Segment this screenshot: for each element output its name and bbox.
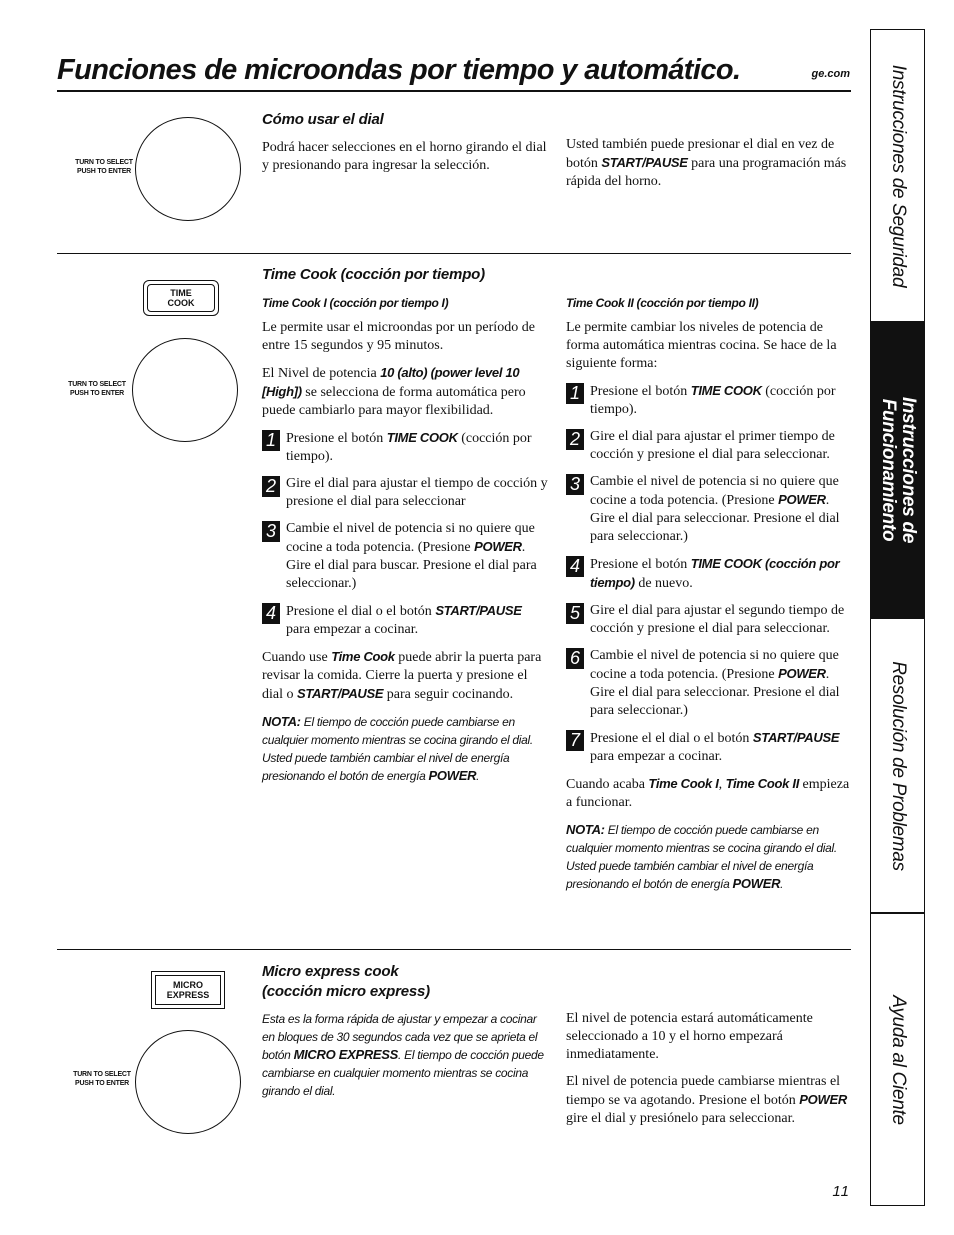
dial-icon bbox=[135, 117, 241, 221]
time-cook-2-step: 2 Gire el dial para ajustar el primer tiempo de cocción y presione el dial para seleccionar. bbox=[566, 428, 853, 464]
time-cook-1-step: 4 Presione el dial o el botón START/PAUSE para empezar a cocinar. bbox=[262, 602, 549, 639]
time-cook-2-column bbox=[566, 296, 853, 893]
section-heading-micro-express: Micro express cook (cocción micro express) bbox=[262, 963, 430, 1000]
time-cook-2-intro: Le permite cambiar los niveles de potencia de forma automática mientras cocina. Se hace de la siguiente forma: bbox=[566, 320, 837, 371]
section-heading-time-cook: Time Cook (cocción por tiempo) bbox=[262, 266, 485, 283]
section-heading-dial: Cómo usar el dial bbox=[262, 111, 384, 128]
page-title: Funciones de microondas por tiempo y automático. bbox=[57, 54, 741, 86]
time-cook-2-after: Cuando acaba Time Cook I, Time Cook II empieza a funcionar. bbox=[566, 776, 850, 810]
dial-text-left: Podrá hacer selecciones en el horno girando el dial y presionando para ingresar la selección. bbox=[262, 140, 547, 173]
dial-text-right: Usted también puede presionar el dial en vez de botón START/PAUSE para una programación más rápida del horno. bbox=[566, 137, 847, 189]
section-divider-1 bbox=[57, 253, 851, 254]
time-cook-2-step: 6 Cambie el nivel de potencia si no quiere que cocine a toda potencia. (Presione POWER. Gire el dial para seleccionar. Presione el dial para seleccionar.) bbox=[566, 647, 853, 720]
time-cook-1-column bbox=[262, 296, 549, 785]
time-cook-2-step: 5 Gire el dial para ajustar el segundo tiempo de cocción y presione el dial para seleccionar. bbox=[566, 602, 853, 638]
tab-safety-instructions[interactable]: Instrucciones de Seguridad bbox=[887, 64, 909, 287]
time-cook-1-intro: Le permite usar el microondas por un período de entre 15 segundos y 95 minutos. bbox=[262, 320, 535, 353]
dial-label-1: TURN TO SELECT PUSH TO ENTER bbox=[75, 159, 133, 175]
dial-illustration-2 bbox=[68, 338, 248, 444]
time-cook-2-step: 3 Cambie el nivel de potencia si no quiere que cocine a toda potencia. (Presione POWER. Gire el dial para seleccionar. Presione el dial para seleccionar.) bbox=[566, 473, 853, 546]
header-rule bbox=[57, 90, 851, 92]
site-url: ge.com bbox=[811, 68, 850, 80]
time-cook-2-note: NOTA: El tiempo de cocción puede cambiarse en cualquier momento mientras se cocina girando el dial. Usted puede también cambiar el nivel de energía presionando el botón de energía POWER. bbox=[566, 822, 837, 891]
section-tabs-sidebar bbox=[870, 29, 925, 1206]
time-cook-1-subheading: Time Cook I (cocción por tiempo I) bbox=[262, 296, 449, 310]
dial-icon bbox=[132, 338, 238, 442]
section-divider-2 bbox=[57, 949, 851, 950]
dial-icon bbox=[135, 1030, 241, 1134]
time-cook-1-step: 3 Cambie el nivel de potencia si no quiere que cocine a toda potencia. (Presione POWER. Gire el dial para buscar. Presione el dial para seleccionar.) bbox=[262, 520, 549, 593]
time-cook-1-power-note: El Nivel de potencia 10 (alto) (power level 10 [High]) se selecciona de forma automática pero puede cambiarlo para mayor flexibilidad. bbox=[262, 365, 526, 418]
micro-express-text-left: Esta es la forma rápida de ajustar y empezar a cocinar en bloques de 30 segundos cada vez que se aprieta el botón MICRO EXPRESS. El tiempo de cocción puede cambiarse en cualquier momento mientras se cocina girando el dial. bbox=[262, 1012, 544, 1098]
time-cook-2-subheading: Time Cook II (cocción por tiempo II) bbox=[566, 296, 759, 310]
time-cook-2-step: 1 Presione el botón TIME COOK (cocción por tiempo). bbox=[566, 382, 853, 419]
time-cook-2-step: 7 Presione el el dial o el botón START/PAUSE para empezar a cocinar. bbox=[566, 729, 853, 766]
time-cook-1-step: 1 Presione el botón TIME COOK (cocción por tiempo). bbox=[262, 429, 549, 466]
dial-label-3: TURN TO SELECT PUSH TO ENTER bbox=[73, 1071, 131, 1087]
time-cook-1-step: 2 Gire el dial para ajustar el tiempo de cocción y presione el dial para seleccionar bbox=[262, 475, 549, 511]
page-number: 11 bbox=[832, 1183, 850, 1200]
time-cook-1-note: NOTA: El tiempo de cocción puede cambiarse en cualquier momento mientras se cocina girando el dial. Usted puede también cambiar el nivel de energía presionando el botón de energía POWER. bbox=[262, 714, 533, 783]
tab-operating-instructions[interactable]: Instrucciones de Funcionamiento bbox=[871, 321, 924, 619]
time-cook-button-icon: TIME COOK bbox=[143, 280, 219, 316]
tab-troubleshooting[interactable]: Resolución de Problemas bbox=[887, 660, 909, 871]
tab-customer-help[interactable]: Ayuda al Ciente bbox=[887, 995, 909, 1125]
dial-illustration-1 bbox=[75, 117, 245, 222]
dial-illustration-3 bbox=[73, 1030, 253, 1136]
time-cook-1-after: Cuando use Time Cook puede abrir la puerta para revisar la comida. Cierre la puerta y presione el dial o START/PAUSE para seguir cocinando. bbox=[262, 649, 542, 702]
dial-label-2: TURN TO SELECT PUSH TO ENTER bbox=[68, 381, 126, 397]
micro-express-button-icon: MICRO EXPRESS bbox=[151, 971, 225, 1009]
time-cook-2-step: 4 Presione el botón TIME COOK (cocción por tiempo) de nuevo. bbox=[566, 555, 853, 593]
micro-express-text-right: El nivel de potencia estará automáticamente seleccionado a 10 y el horno empezará inmediatamente. El nivel de potencia puede cambiarse mientras el tiempo se va agotando. Presione el botón POWER gire el dial y presiónelo para seleccionar. bbox=[566, 1011, 847, 1126]
